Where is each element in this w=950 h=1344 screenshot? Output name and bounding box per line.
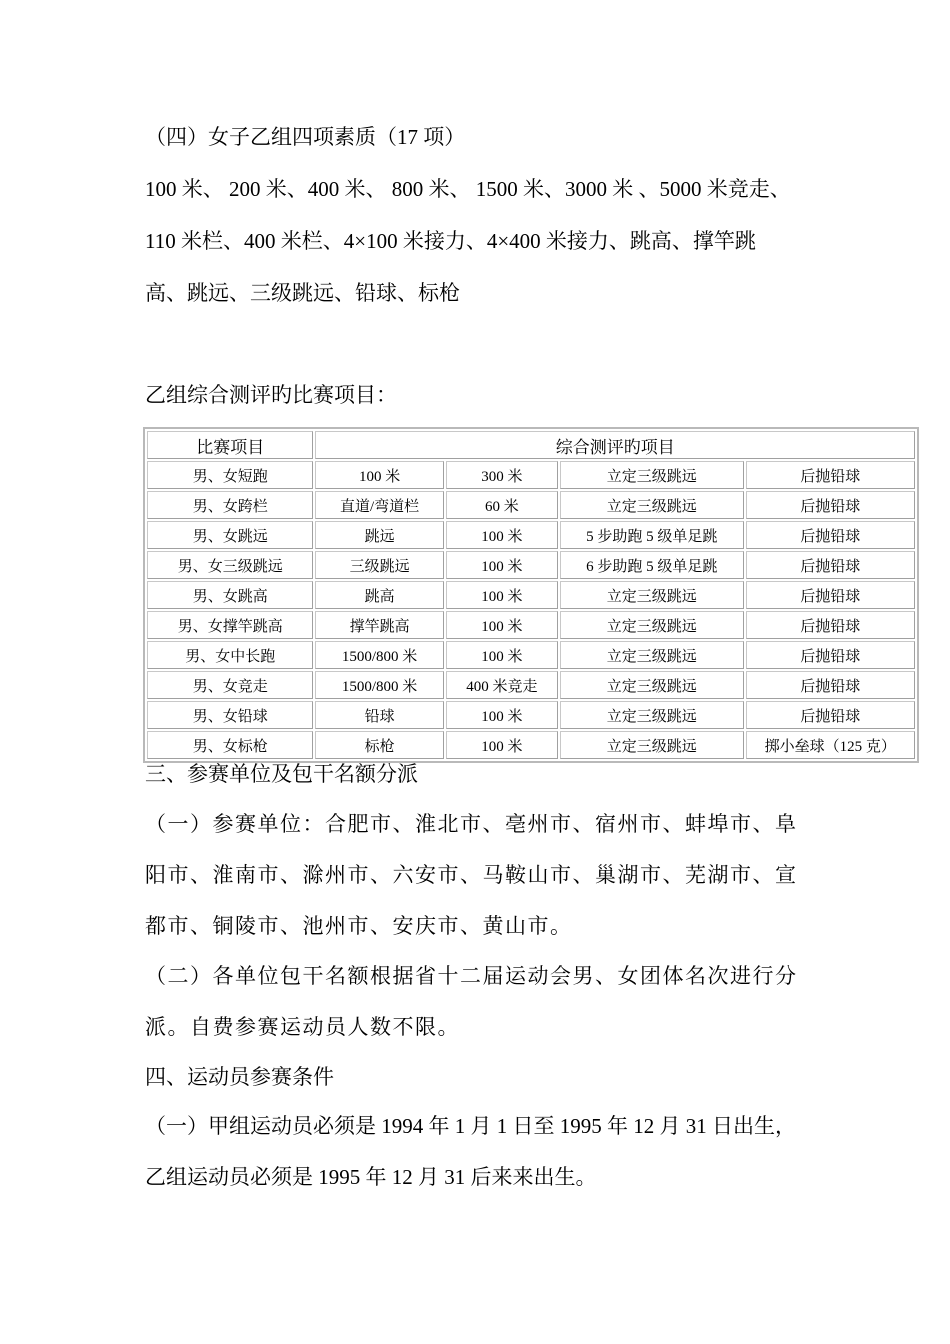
- table-cell: 后抛铅球: [746, 491, 915, 519]
- eligibility-line-2: 乙组运动员必须是 1995 年 12 月 31 后来来出生。: [145, 1165, 597, 1189]
- table-header-row: [147, 431, 915, 459]
- quota-line-2: 派。自费参赛运动员人数不限。: [145, 1015, 460, 1039]
- table-cell: 100 米: [446, 641, 558, 669]
- table-row: [147, 581, 915, 609]
- table-cell: 100 米: [446, 701, 558, 729]
- table-cell: 立定三级跳远: [560, 641, 743, 669]
- table-cell: 立定三级跳远: [560, 611, 743, 639]
- table-row: [147, 731, 915, 759]
- participants-line-2: 阳市、淮南市、滁州市、六安市、马鞍山市、巢湖市、芜湖市、宣: [145, 863, 798, 887]
- table-row: [147, 671, 915, 699]
- table-row: [147, 611, 915, 639]
- table-cell: 标枪: [315, 731, 443, 759]
- table-cell: 100 米: [446, 611, 558, 639]
- table-cell: 男、女撑竿跳高: [147, 611, 313, 639]
- table-cell: 男、女竞走: [147, 671, 313, 699]
- table-cell: 后抛铅球: [746, 551, 915, 579]
- section-heading-women-b-group: （四）女子乙组四项素质（17 项）: [145, 125, 466, 149]
- participants-line-3: 都市、铜陵市、池州市、安庆市、黄山市。: [145, 914, 573, 938]
- event-list-line-2: 110 米栏、400 米栏、4×100 米接力、4×400 米接力、跳高、撑竿跳: [145, 229, 756, 253]
- table-cell: 男、女短跑: [147, 461, 313, 489]
- table-cell: 男、女跳高: [147, 581, 313, 609]
- table-cell: 300 米: [446, 461, 558, 489]
- table-cell: 立定三级跳远: [560, 461, 743, 489]
- table-cell: 100 米: [446, 521, 558, 549]
- table-cell: 男、女铅球: [147, 701, 313, 729]
- table-cell: 后抛铅球: [746, 461, 915, 489]
- table-cell: 三级跳远: [315, 551, 443, 579]
- table-cell: 后抛铅球: [746, 701, 915, 729]
- table-caption: 乙组综合测评旳比赛项目：: [145, 383, 397, 407]
- event-list-line-1: 100 米、 200 米、400 米、 800 米、 1500 米、3000 米 、5000 米竞走、: [145, 177, 791, 201]
- table-cell: 后抛铅球: [746, 611, 915, 639]
- eligibility-line-1: （一）甲组运动员必须是 1994 年 1 月 1 日至 1995 年 12 月 31 日出生，: [145, 1114, 796, 1138]
- table-cell: 400 米竞走: [446, 671, 558, 699]
- table-cell: 1500/800 米: [315, 671, 443, 699]
- table-cell: 男、女三级跳远: [147, 551, 313, 579]
- table-cell: 铅球: [315, 701, 443, 729]
- evaluation-table: [143, 427, 919, 763]
- table-cell: 男、女中长跑: [147, 641, 313, 669]
- table-cell: 1500/800 米: [315, 641, 443, 669]
- table-cell: 立定三级跳远: [560, 491, 743, 519]
- table-row: [147, 521, 915, 549]
- table-cell: 男、女标枪: [147, 731, 313, 759]
- table-cell: 后抛铅球: [746, 581, 915, 609]
- table-row: [147, 551, 915, 579]
- table-row: [147, 641, 915, 669]
- table-cell: 直道/弯道栏: [315, 491, 443, 519]
- table-cell: 100 米: [446, 581, 558, 609]
- table-cell: 跳远: [315, 521, 443, 549]
- table-cell: 后抛铅球: [746, 521, 915, 549]
- table-cell: 男、女跳远: [147, 521, 313, 549]
- table-cell: 撑竿跳高: [315, 611, 443, 639]
- header-event: 比赛项目: [147, 431, 313, 459]
- section-heading-participants: 三、参赛单位及包干名额分派: [145, 762, 418, 786]
- header-evaluation-items: 综合测评旳项目: [315, 431, 915, 459]
- table-row: [147, 461, 915, 489]
- table-cell: 立定三级跳远: [560, 731, 743, 759]
- table-cell: 6 步助跑 5 级单足跳: [560, 551, 743, 579]
- participants-line-1: （一）参赛单位：合肥市、淮北市、亳州市、宿州市、蚌埠市、阜: [145, 812, 798, 836]
- table-row: [147, 491, 915, 519]
- table-cell: 跳高: [315, 581, 443, 609]
- table-cell: 100 米: [446, 731, 558, 759]
- table-cell: 立定三级跳远: [560, 671, 743, 699]
- table-cell: 5 步助跑 5 级单足跳: [560, 521, 743, 549]
- table-cell: 后抛铅球: [746, 671, 915, 699]
- event-list-line-3: 高、跳远、三级跳远、铅球、标枪: [145, 281, 460, 305]
- section-heading-eligibility: 四、运动员参赛条件: [145, 1065, 334, 1089]
- quota-line-1: （二）各单位包干名额根据省十二届运动会男、女团体名次进行分: [145, 964, 798, 988]
- table-cell: 立定三级跳远: [560, 581, 743, 609]
- table-cell: 后抛铅球: [746, 641, 915, 669]
- table-cell: 100 米: [446, 551, 558, 579]
- table-cell: 60 米: [446, 491, 558, 519]
- table-cell: 掷小垒球（125 克）: [746, 731, 915, 759]
- table-cell: 立定三级跳远: [560, 701, 743, 729]
- table-cell: 100 米: [315, 461, 443, 489]
- table-cell: 男、女跨栏: [147, 491, 313, 519]
- table-row: [147, 701, 915, 729]
